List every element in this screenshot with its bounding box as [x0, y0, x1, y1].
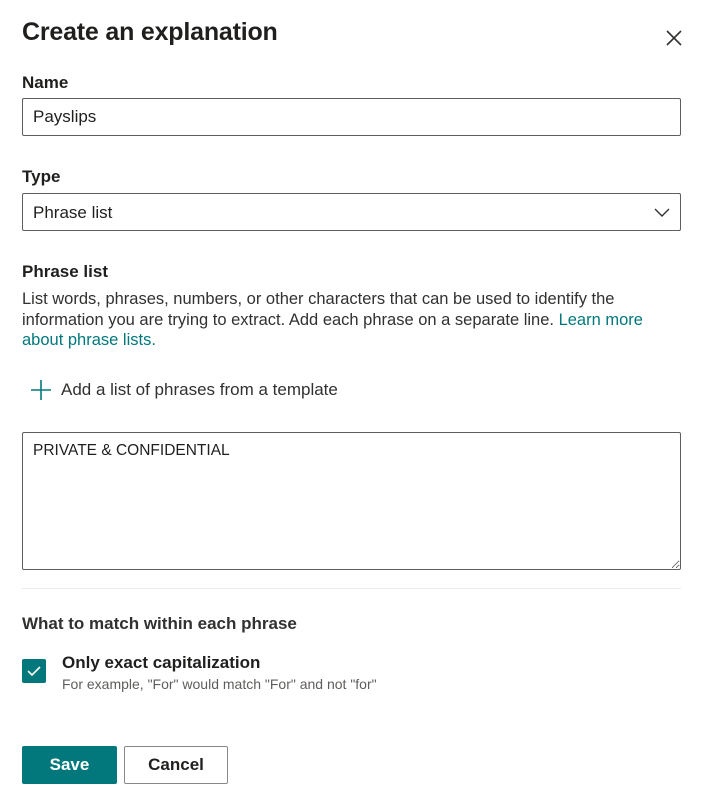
name-label: Name: [22, 73, 69, 92]
exact-capitalization-checkbox[interactable]: [22, 659, 46, 683]
phrase-list-textarea[interactable]: [22, 432, 681, 570]
phrase-list-description: [22, 289, 684, 351]
learn-more-link[interactable]: Learn more about phrase lists.: [22, 310, 643, 349]
match-options-heading: What to match within each phrase: [22, 614, 297, 633]
exact-capitalization-label[interactable]: Only exact capitalization: [62, 653, 261, 672]
name-input[interactable]: [22, 98, 681, 136]
checkmark-icon: [26, 664, 42, 678]
plus-icon: [30, 379, 52, 401]
phrase-list-heading: Phrase list: [22, 262, 108, 281]
type-dropdown[interactable]: [22, 193, 681, 231]
phrase-list-description-text: List words, phrases, numbers, or other characters that can be used to identify the information you are trying to extract. Add each phrase on a separate line.: [22, 290, 615, 329]
add-template-label: Add a list of phrases from a template: [61, 380, 338, 399]
close-button[interactable]: [660, 24, 688, 52]
section-divider: [22, 588, 681, 589]
cancel-button[interactable]: Cancel: [124, 746, 228, 784]
type-dropdown-value: Phrase list: [33, 203, 113, 222]
chevron-down-icon: [654, 205, 670, 219]
exact-capitalization-hint: For example, "For" would match "For" and not "for": [62, 676, 377, 692]
save-button[interactable]: Save: [22, 746, 117, 784]
panel-title: Create an explanation: [22, 18, 278, 46]
type-label: Type: [22, 167, 61, 186]
close-icon: [660, 24, 688, 52]
add-template-button[interactable]: [30, 378, 338, 402]
